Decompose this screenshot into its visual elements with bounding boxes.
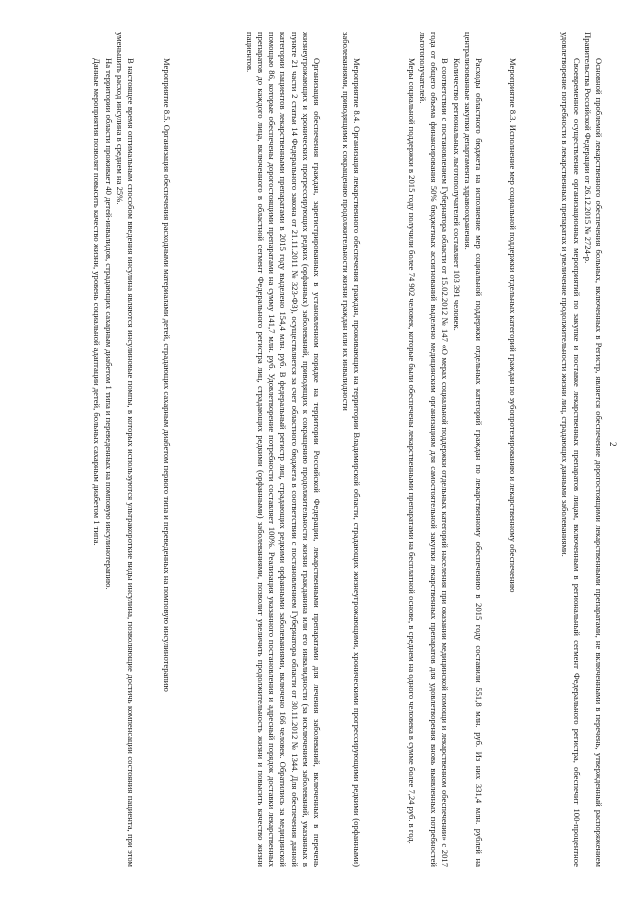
section-8-5-paragraph-2: На территории области проживает 40 детей-инвалидов, страдающих сахарным диабетом 1 типа и переведенных на помповую инсулинотерапию. xyxy=(103,58,114,590)
section-8-3-body xyxy=(406,32,484,867)
section-8-5-paragraph-1: В настоящее время оптимальным способом введения инсулина являются инсулиновые помпы, в которых используются ультракороткие виды инсулина, позволяющие достичь компенсации состояния пациента, при этом уменьшить расход инсулина в среднем на 25%. xyxy=(114,32,136,867)
section-8-5-paragraph-3: Данные мероприятия позволят повысить качество жизни, уровень социальной адаптации детей, больных сахарным диабетом 1 типа. xyxy=(92,58,103,546)
section-8-3-paragraph-1: Расходы областного бюджета на исполнение мер социальной поддержки отдельных категорий граждан по лекарственному обеспечению в 2015 году составили 551,8 млн. руб. Из них 331,4 млн. рублей на централизованные закупки департамента здравоохранения. xyxy=(462,32,484,867)
intro-paragraph-2: Своевременное осуществление организационных мероприятий по закупке и поставке лекарственных препаратов лицам, включенным в региональный сегмент Федерального регистра, обеспечит 100-процентное удовлетворение потребности в лекарственных препаратах и увеличение продолжительности жизни лиц, страдающих данными заболеваниями. xyxy=(560,32,582,867)
rotated-page-content xyxy=(18,32,618,867)
section-8-5-heading: Мероприятие 8.5. Организация обеспечения расходными материалами детей, страдающих сахарным диабетом первого типа и переведенных на помповую инсулинотерапию xyxy=(162,58,172,692)
intro-paragraph-1: Основной проблемой лекарственного обеспечения больных, включенных в Регистр, является обеспечение дорогостоящими лекарственными препаратами, не включенными в перечень, утвержденный распоряжением Правительства Российской Федерации от 26.12.2015 № 2724-р. xyxy=(582,32,604,867)
section-8-3-paragraph-2: Количество региональных льготополучателей составляет 103 391 человек. xyxy=(451,58,462,331)
section-8-5 xyxy=(161,32,172,867)
section-8-4 xyxy=(340,32,362,867)
section-8-3-heading: Мероприятие 8.3. Исполнение мер социальной поддержки отдельных категорий граждан по зубопротезированию и лекарственному обеспечению xyxy=(508,58,518,593)
section-8-3-paragraph-4: Меры социальной поддержки в 2015 году получили более 74 902 человек, которые были обеспечены лекарственными препаратами на бесплатной основе, в среднем на одного человека в сумме более 7,24 руб. в год. xyxy=(406,58,417,844)
section-8-4-body xyxy=(244,32,322,867)
section-8-3-paragraph-3: В соответствии с постановлением Губернатора области от 15.02.2012 № 147 «О мерах социальной поддержки отдельных категорий населения при оказании медицинской помощи и лекарственном обеспечении» с 2017 года от общего объема финансирования 50% бюджетных ассигнований выделено медицинским организациям для самостоятельной закупки лекарственных препаратов для удовлетворения вновь выявленных потребностей льготополучателей. xyxy=(417,32,451,867)
section-8-3 xyxy=(507,32,518,867)
intro-block xyxy=(559,32,604,867)
section-8-4-heading: Мероприятие 8.4. Организация лекарственного обеспечения граждан, проживающих на территории Владимирской области, страдающих жизнеугрожающими, хроническими прогрессирующими редкими (орфанными) заболеваниями, приводящими к сокращению продолжительности жизни граждан или их инвалидности xyxy=(340,32,362,867)
page-number: 2 xyxy=(608,442,618,447)
section-8-4-paragraph-1: Организация обеспечения граждан, зарегистрированных в установленном порядке на территории Российской Федерации, лекарственными препаратами для лечения заболеваний, включенных в перечень жизнеугрожающих и хронических прогрессирующих редких (орфанных) заболеваний, приводящих к сокращению продолжительности жизни гражданина или его инвалидности (за исключением заболеваний, указанных в пункте 21 части 2 статьи 14 Федерального закона от 21.11.2011 № 323-ФЗ), осуществляется за счет областного бюджета в соответствии с постановлением Губернатора области от 30.11.2012 № 1344. Для обеспечения данной категории пациентов лекарственными препаратами в 2015 году выделено 154,4 млн. руб. В федеральный регистр лиц, страдающих редкими орфанными заболеваниями, включено 166 человек. Обратились за медицинской помощью 86, которые обеспечены дорогостоящими препаратами на сумму 141,7 млн. руб. Удовлетворение потребности составляет 100%. Реализация указанного постановления и адресный порядок доставки лекарственных препаратов до каждого лица, включенного в областной сегмент Федерального регистра лиц, страдающих редкими (орфанными) заболеваниями, позволит увеличить продолжительность жизни и повысить качество жизни пациентов. xyxy=(244,32,322,867)
section-8-5-body xyxy=(91,32,136,867)
document-body xyxy=(18,32,618,867)
